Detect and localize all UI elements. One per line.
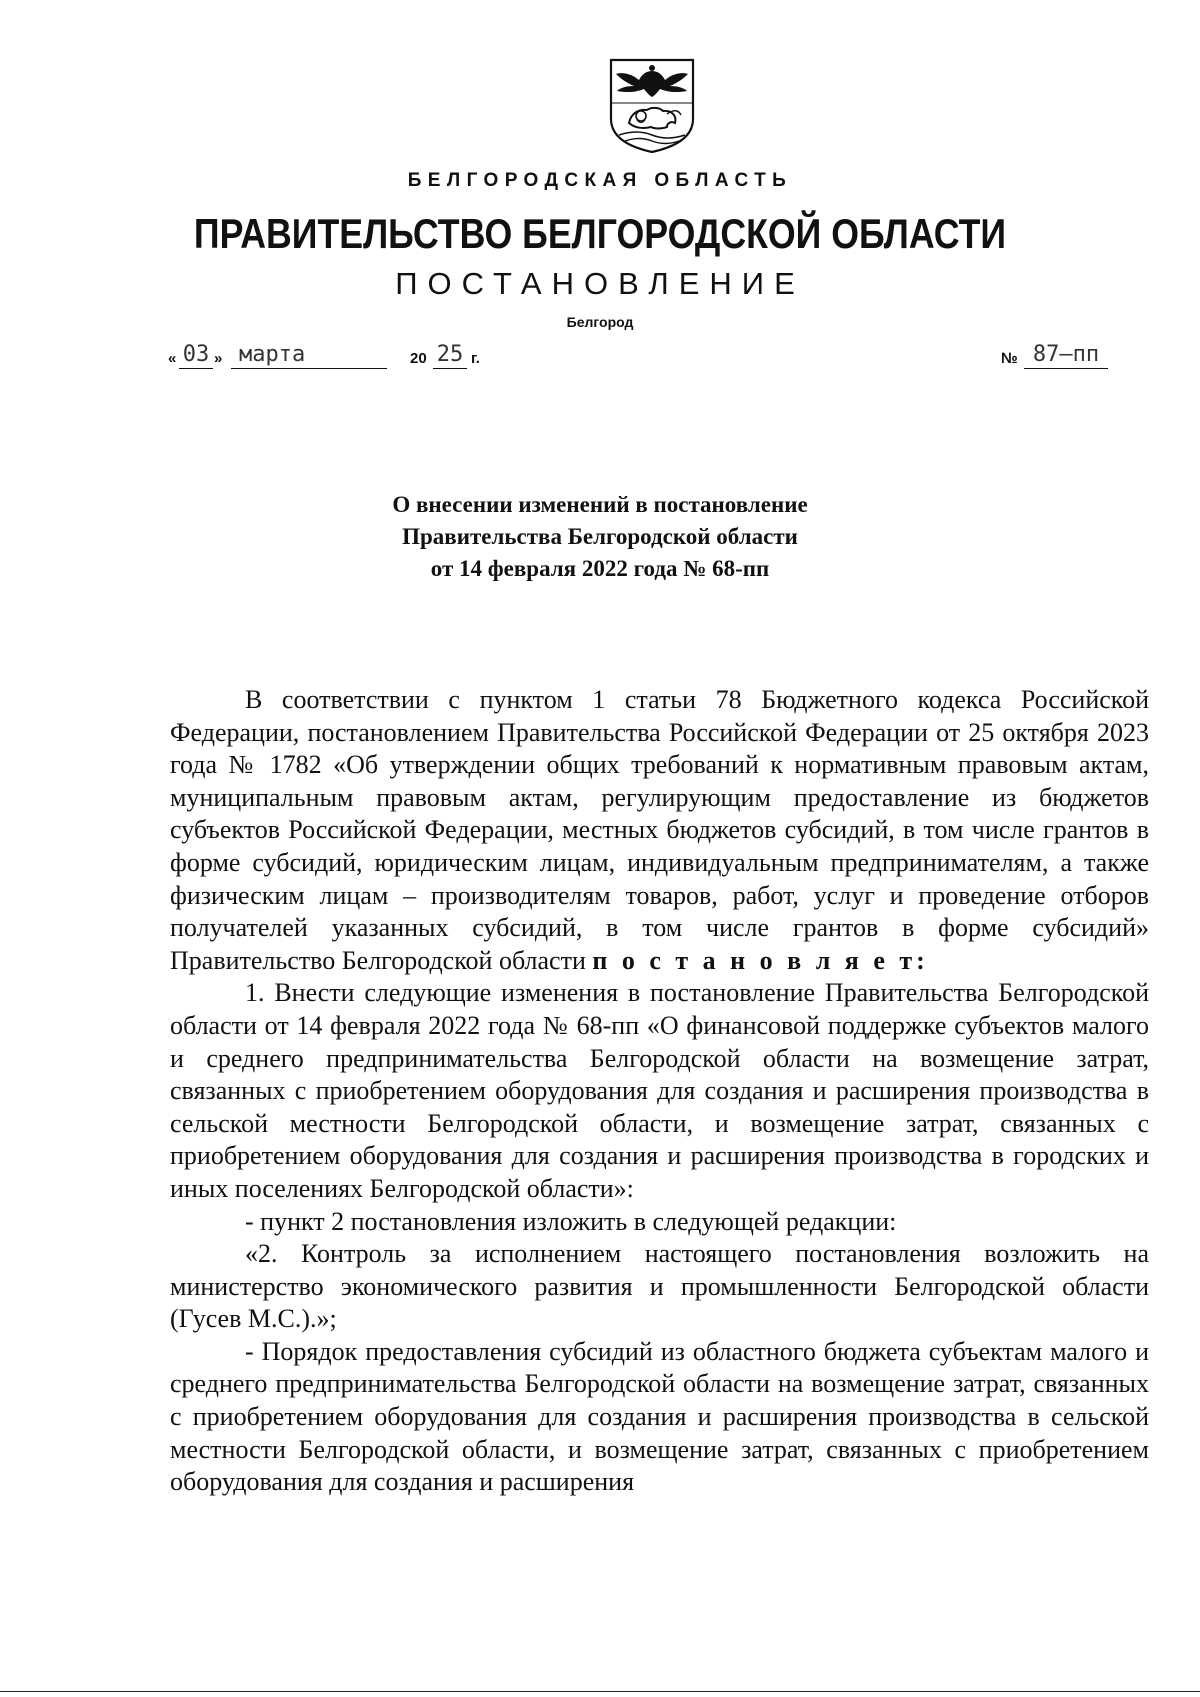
paragraph-item-1: 1. Внести следующие изменения в постановление Правительства Белгородской области от 14 февраля 2022 года № 68-пп «О финансовой поддержке субъектов малого и среднего предпринимательства Белгородской области на возмещение затрат, связанных с приобретением оборудования для создания и расширения производства в сельской местности Белгородской области, и возмещение затрат, связанных с приобретением оборудования для создания и расширения производства в городских и иных поселениях Белгородской области»: bbox=[170, 978, 1149, 1203]
paragraph-item-2-text: «2. Контроль за исполнением настоящего постановления возложить на министерство экономического развития и промышленности Белгородской области (Гусев М.С.).»; bbox=[170, 1239, 1149, 1334]
date-month: марта bbox=[231, 342, 387, 369]
paragraph-preamble bbox=[170, 684, 1149, 977]
region-name: БЕЛГОРОДСКАЯ ОБЛАСТЬ bbox=[407, 170, 793, 191]
document-body bbox=[170, 684, 1149, 1499]
title-line-1: О внесении изменений в постановление bbox=[392, 492, 808, 517]
date-quote-open: « bbox=[168, 350, 177, 367]
date-quote-close: » bbox=[214, 350, 223, 367]
date-day: 03 bbox=[179, 342, 213, 369]
document-title bbox=[0, 489, 1200, 585]
number-sign: № bbox=[1001, 350, 1018, 367]
title-line-3: от 14 февраля 2022 года № 68-пп bbox=[430, 556, 770, 581]
belgorod-coat-of-arms-icon bbox=[607, 57, 697, 155]
paragraph-item-2-intro: - пункт 2 постановления изложить в следующей редакции: bbox=[245, 1206, 897, 1236]
city-name: Белгород bbox=[566, 314, 634, 330]
paragraph-procedure: - Порядок предоставления субсидий из областного бюджета субъектам малого и среднего предпринимательства Белгородской области на возмещение затрат, связанных с приобретением оборудования для создания и расширения производства в сельской местности Белгородской области, и возмещение затрат, связанных с приобретением оборудования для создания и расширения bbox=[170, 1336, 1149, 1497]
date-number-line bbox=[168, 337, 1113, 371]
date-year-prefix: 20 bbox=[410, 350, 427, 367]
date-year-suffix: 25 bbox=[433, 342, 467, 369]
document-type: ПОСТАНОВЛЕНИЕ bbox=[395, 266, 805, 301]
document-number: 87–пп bbox=[1024, 342, 1108, 369]
page-bottom-border bbox=[0, 1691, 1200, 1692]
preamble-text: В соответствии с пунктом 1 статьи 78 Бюджетного кодекса Российской Федерации, постановлением Правительства Российской Федерации от 25 октября 2023 года № 1782 «Об утверждении общих требований к нормативным правовым актам, муниципальным правовым актам, регулирующим предоставление из бюджетов субъектов Российской Федерации, местных бюджетов субсидий, в том числе грантов в форме субсидий, юридическим лицам, индивидуальным предпринимателям, а также физическим лицам – производителям товаров, работ, услуг и проведение отборов получателей указанных субсидий, в том числе грантов в форме субсидий» Правительство Белгородской области bbox=[170, 685, 1149, 975]
date-year-unit: г. bbox=[471, 350, 480, 367]
government-name: ПРАВИТЕЛЬСТВО БЕЛГОРОДСКОЙ ОБЛАСТИ bbox=[193, 210, 1007, 257]
decree-word: п о с т а н о в л я е т: bbox=[592, 945, 929, 975]
title-line-2: Правительства Белгородской области bbox=[402, 524, 798, 549]
